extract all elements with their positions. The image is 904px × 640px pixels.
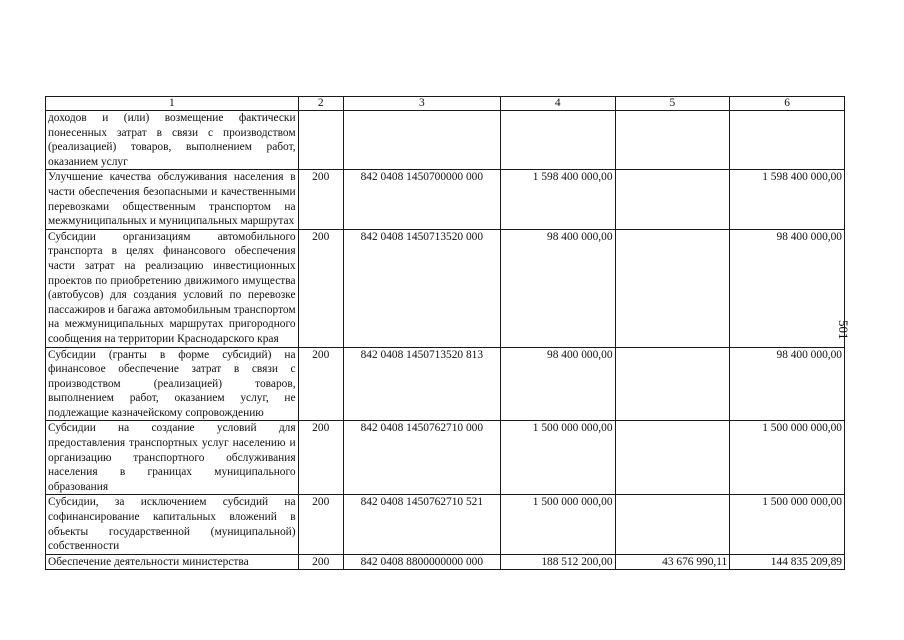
row-name: Субсидии организациям автомобильного транспорта в целях финансового обеспечения части затрат на реализацию инвестиционных проектов по приобретению движимого имущества (автобусов) для создания условий по перевозке пассажиров и багажа автомобильным транспортом на межмуниципальных маршрутах пригородного сообщения на территории Краснодарского края bbox=[46, 229, 299, 347]
row-name: Субсидии (гранты в форме субсидий) на финансовое обеспечение затрат в связи с производством (реализацией) товаров, выполнением работ, оказанием услуг, не подлежащие казначейскому сопровождению bbox=[46, 347, 299, 421]
row-name: Обеспечение деятельности министерства bbox=[46, 554, 299, 570]
table-row bbox=[46, 347, 845, 421]
row-name: Улучшение качества обслуживания населения в части обеспечения безопасными и качественными перевозками общественным транспортом на межмуниципальных и муниципальных маршрутах bbox=[46, 170, 299, 229]
row-col5 bbox=[615, 111, 730, 170]
row-col5 bbox=[615, 495, 730, 554]
row-num bbox=[298, 111, 343, 170]
row-col6 bbox=[730, 111, 845, 170]
row-col6: 98 400 000,00 bbox=[730, 229, 845, 347]
row-col4: 98 400 000,00 bbox=[500, 347, 615, 421]
row-col5 bbox=[615, 229, 730, 347]
column-header: 1 bbox=[46, 97, 299, 111]
row-name: Субсидии, за исключением субсидий на софинансирование капитальных вложений в объекты государственной (муниципальной) собственности bbox=[46, 495, 299, 554]
row-code: 842 0408 1450713520 000 bbox=[343, 229, 500, 347]
row-col6: 1 500 000 000,00 bbox=[730, 495, 845, 554]
row-code: 842 0408 1450762710 000 bbox=[343, 421, 500, 495]
row-name: доходов и (или) возмещение фактически понесенных затрат в связи с производством (реализацией) товаров, выполнением работ, оказанием услуг bbox=[46, 111, 299, 170]
row-col6: 144 835 209,89 bbox=[730, 554, 845, 570]
row-col4: 1 500 000 000,00 bbox=[500, 495, 615, 554]
row-col5 bbox=[615, 347, 730, 421]
budget-table bbox=[45, 96, 845, 570]
row-col5 bbox=[615, 170, 730, 229]
column-header: 3 bbox=[343, 97, 500, 111]
row-num: 200 bbox=[298, 554, 343, 570]
column-header: 4 bbox=[500, 97, 615, 111]
row-code: 842 0408 1450700000 000 bbox=[343, 170, 500, 229]
row-code: 842 0408 8800000000 000 bbox=[343, 554, 500, 570]
row-code bbox=[343, 111, 500, 170]
table-row bbox=[46, 111, 845, 170]
table-row bbox=[46, 554, 845, 570]
row-col6: 1 598 400 000,00 bbox=[730, 170, 845, 229]
row-col6: 98 400 000,00 bbox=[730, 347, 845, 421]
row-col4: 188 512 200,00 bbox=[500, 554, 615, 570]
page-number: 501 bbox=[836, 320, 851, 340]
row-code: 842 0408 1450713520 813 bbox=[343, 347, 500, 421]
row-num: 200 bbox=[298, 495, 343, 554]
row-num: 200 bbox=[298, 347, 343, 421]
column-header: 5 bbox=[615, 97, 730, 111]
column-header: 6 bbox=[730, 97, 845, 111]
row-col5: 43 676 990,11 bbox=[615, 554, 730, 570]
row-code: 842 0408 1450762710 521 bbox=[343, 495, 500, 554]
row-name: Субсидии на создание условий для предоставления транспортных услуг населению и организацию транспортного обслуживания населения в границах муниципального образования bbox=[46, 421, 299, 495]
table-row bbox=[46, 421, 845, 495]
row-col4 bbox=[500, 111, 615, 170]
row-col6: 1 500 000 000,00 bbox=[730, 421, 845, 495]
row-num: 200 bbox=[298, 170, 343, 229]
table-row bbox=[46, 229, 845, 347]
column-header: 2 bbox=[298, 97, 343, 111]
row-col4: 1 500 000 000,00 bbox=[500, 421, 615, 495]
row-col4: 98 400 000,00 bbox=[500, 229, 615, 347]
table-row bbox=[46, 170, 845, 229]
row-col4: 1 598 400 000,00 bbox=[500, 170, 615, 229]
row-num: 200 bbox=[298, 421, 343, 495]
table-row bbox=[46, 495, 845, 554]
row-col5 bbox=[615, 421, 730, 495]
table-header-row bbox=[46, 97, 845, 111]
row-num: 200 bbox=[298, 229, 343, 347]
